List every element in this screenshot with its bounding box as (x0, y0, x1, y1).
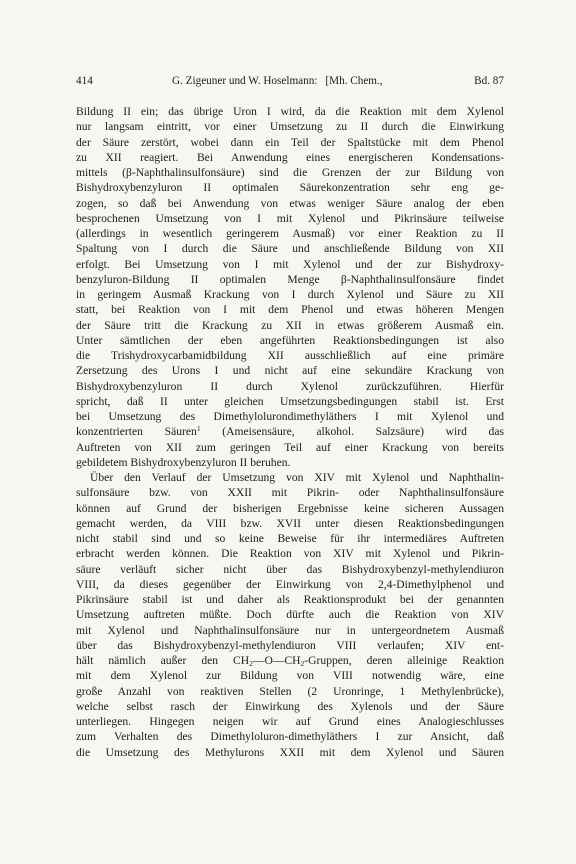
text-line: zogen, so daß bei Anwendung von etwas weniger Säure analog der eben (76, 196, 504, 210)
text-line: Zersetzung des Urons I und nicht auf eine sekundäre Krackung von (76, 364, 504, 378)
text-line: Bishydroxybenzyluron II optimalen Säurekonzentration sehr eng ge- (76, 181, 504, 195)
text-line: (allerdings in wesentlich geringerem Ausmaß) vor einer Reaktion zu II (76, 227, 504, 240)
text-line: in geringem Ausmaß Krackung von I durch Xylenol und Säure zu XII (76, 288, 504, 301)
text-line: Bildung II ein; das übrige Uron I wird, da die Reaktion mit dem Xylenol (76, 105, 504, 118)
text-run: hält nämlich außer den CH (76, 654, 250, 667)
text-line: Umsetzung auftreten müßte. Doch dürfte auch die Reaktion von XIV (76, 608, 504, 622)
text-line: mit Xylenol und Naphthalinsulfonsäure nur in untergeordnetem Ausmaß (76, 623, 504, 637)
text-line: die Umsetzung des Methylurons XXII mit dem Xylenol und Säuren (76, 745, 504, 759)
text-line: welche selbst rasch der Einwirkung des Xylenols und der Säure (76, 699, 504, 713)
text-line: die Trishydroxycarbamidbildung XII ausschließlich auf eine primäre (76, 349, 504, 362)
text-line: besprochenen Umsetzung von I mit Xylenol und Pikrinsäure teilweise (76, 211, 504, 225)
text-line: zu XII reagiert. Bei Anwendung eines energischeren Kondensations- (76, 150, 504, 164)
text-run: konzentrierten Säuren (76, 425, 197, 439)
text-line: zum Verhalten des Dimethyloluron-dimethyläthers I zur Ansicht, daß (76, 730, 504, 744)
text-line: benzyluron-Bildung II optimalen Menge β-Naphthalinsulfonsäure findet (76, 272, 504, 286)
text-line: säure verläuft sicher nicht über das Bishydroxybenzyl-methylendiuron (76, 562, 504, 576)
text-line: Über den Verlauf der Umsetzung von XIV mit Xylenol und Naphthalin- (90, 471, 504, 484)
footnote-marker: 1 (196, 424, 201, 434)
text-line: über das Bishydroxybenzyl-methylendiuron VIII verlaufen; XIV ent- (76, 638, 504, 652)
text-line: VIII, da dieses gegenüber der Einwirkung von 2,4-Dimethylphenol und (76, 577, 504, 591)
body-text (76, 104, 504, 760)
text-line: nur langsam eintritt, vor einer Umsetzung zu II durch die Einwirkung (76, 120, 504, 134)
text-line (76, 653, 504, 668)
text-line: der Säure tritt die Krackung zu XII in etwas größerem Ausmaß ein. (76, 318, 504, 332)
subscript: 2 (300, 659, 305, 668)
text-run: —O—CH (252, 654, 301, 667)
subscript: 2 (249, 659, 253, 668)
text-line: erfolgt. Bei Umsetzung von I mit Xylenol und der zur Bishydroxy- (76, 257, 504, 271)
header-authors: G. Zigeuner und W. Hoselmann: (172, 75, 318, 87)
header-volume: Bd. 87 (474, 75, 504, 87)
text-line: sulfonsäure bzw. von XXII mit Pikrin- oder Naphthalinsulfonsäure (76, 486, 504, 500)
text-line: erbracht werden können. Die Reaktion von XIV mit Xylenol und Pikrin- (76, 547, 504, 561)
text-line: nicht stabil sind und so keine Beweise für ihr intermediäres Auftreten (76, 532, 504, 545)
text-line: mittels (β-Naphthalinsulfonsäure) sind die Grenzen der zur Bildung von (76, 166, 504, 179)
page-number: 414 (76, 75, 93, 87)
text-line (76, 424, 504, 439)
text-line: können auf Grund der bisherigen Ergebnisse keine sicheren Aussagen (76, 501, 504, 515)
text-line: Bishydroxybenzyluron II durch Xylenol zurückzuführen. Hierfür (76, 379, 504, 393)
text-line: gemacht werden, da VIII bzw. XVII unter diesen Reaktionsbedingungen (76, 516, 504, 530)
text-line: bei Umsetzung des Dimethylolurondimethyläthers I mit Xylenol und (76, 410, 504, 423)
text-line: gebildetem Bishydroxybenzyluron II beruhen. (76, 455, 291, 469)
text-line: Auftreten von XII zum geringen Teil auf einer Krackung von bereits (76, 440, 504, 454)
text-run: (Ameisensäure, alkohol. Salzsäure) wird das (200, 425, 505, 439)
header-journal: [Mh. Chem., (325, 75, 383, 87)
text-line: Unter sämtlichen der eben angeführten Reaktionsbedingungen ist also (76, 333, 504, 347)
header-title (172, 74, 383, 88)
text-run: -Gruppen, deren alleinige Reaktion (304, 654, 504, 667)
text-line: große Anzahl von reaktiven Stellen (2 Uronringe, 1 Methylenbrücke), (76, 684, 504, 698)
text-line: mit dem Xylenol zur Bildung von VIII notwendig wäre, eine (76, 669, 504, 683)
text-line: der Säure zerstört, wobei dann ein Teil der Spaltstücke mit dem Phenol (76, 135, 504, 149)
text-line: spricht, daß II unter gleichen Umsetzungsbedingungen stabil ist. Erst (76, 394, 504, 408)
text-line: unterliegen. Hingegen neigen wir auf Grund eines Analogieschlusses (76, 715, 504, 728)
text-line: Pikrinsäure stabil ist und daher als Reaktionsprodukt bei der genannten (76, 593, 504, 606)
text-line: Spaltung von I durch die Säure und anschließende Bildung von XII (76, 242, 504, 256)
text-line: statt, bei Reaktion von I mit dem Phenol und etwas höheren Mengen (76, 303, 504, 317)
